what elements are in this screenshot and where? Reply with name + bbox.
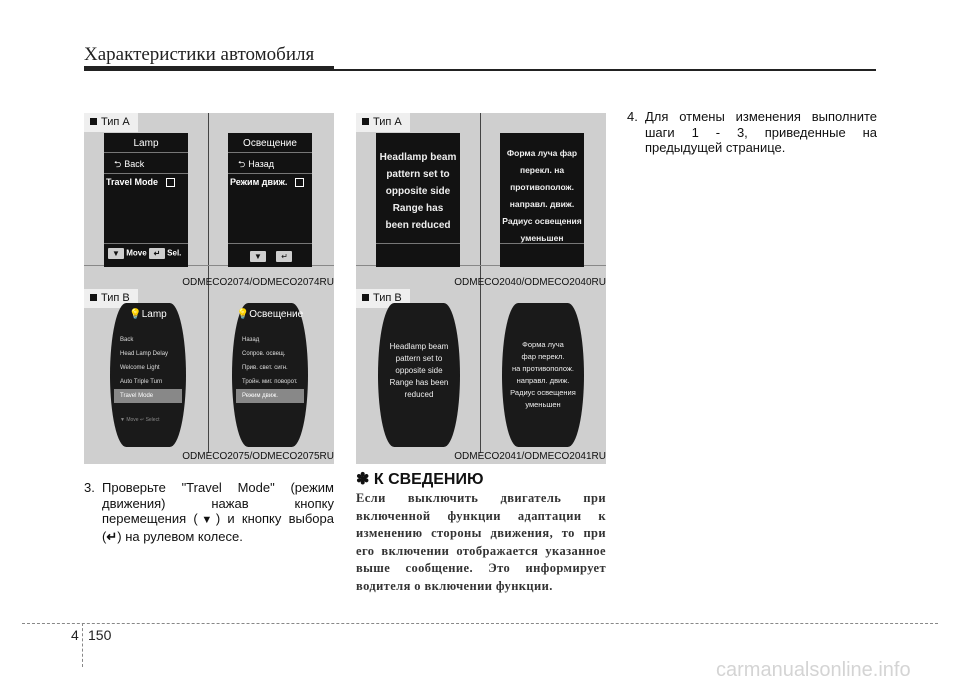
back-arrow-icon: ⮌: [238, 159, 246, 169]
info-title: ✽ К СВЕДЕНИЮ: [356, 471, 484, 488]
checkbox-icon: [295, 178, 304, 187]
type-label-text: Тип A: [373, 116, 402, 128]
back-arrow-icon: ⮌: [114, 159, 122, 169]
screen-divider: [376, 243, 460, 244]
menu-item-selected: Travel Mode: [114, 389, 182, 403]
screen-divider: [228, 243, 312, 244]
warning-screen-en: [376, 133, 460, 267]
menu-item: Прив. свет. сигн.: [242, 365, 288, 371]
figure-code: ODMECO2075/ODMECO2075RU: [182, 451, 334, 462]
checkbox-icon: [166, 178, 175, 187]
message-line: pattern set to: [386, 169, 450, 180]
message-line: направл. движ.: [509, 199, 575, 209]
screen-title: [232, 309, 308, 320]
move-down-icon: ▼: [250, 251, 266, 262]
message-line: уменьшен: [525, 400, 561, 409]
screen-back-row: [228, 157, 274, 173]
message-line: направл. движ.: [516, 376, 570, 385]
step-3-number: 3.: [84, 480, 95, 495]
message-line: на противополож.: [511, 364, 575, 373]
screen-divider: [228, 152, 312, 153]
step-4-number: 4.: [627, 109, 638, 124]
warning-message: [502, 339, 584, 411]
step-3-text-part: Проверьте "Travel Mode" (режим движения) нажав кнопку перемещения (: [102, 480, 334, 526]
bulb-icon: 💡: [129, 309, 142, 320]
back-label: Back: [124, 159, 145, 169]
move-label: Move: [126, 248, 147, 258]
figure-right-type-b: [356, 289, 606, 464]
message-line: уменьшен: [520, 233, 564, 243]
warning-screen-ru: [502, 303, 584, 447]
type-label: [356, 113, 410, 132]
screen-travel-mode-row: [104, 177, 175, 187]
screen-title-text: Освещение: [249, 309, 304, 320]
warning-message: [500, 145, 584, 247]
screen-buttons-row: [250, 248, 292, 266]
menu-item: Auto Triple Turn: [120, 379, 163, 385]
screen-divider: [104, 152, 188, 153]
message-line: Форма луча фар: [506, 148, 578, 158]
travel-mode-label: Travel Mode: [106, 177, 159, 187]
warning-message: [378, 341, 460, 401]
message-line: reduced: [404, 390, 434, 399]
screen-buttons-row: [108, 248, 181, 259]
move-down-icon: ▼: [197, 514, 216, 526]
screen-title: Освещение: [243, 138, 297, 149]
step-3-text: [102, 480, 334, 544]
menu-item: Тройн. миг. поворот.: [242, 379, 298, 385]
figure-left-type-a: [84, 113, 334, 289]
cluster-screen-ru: [232, 303, 308, 447]
move-label: Move: [126, 417, 139, 423]
header-rule-thin: [334, 69, 876, 71]
screen-divider: [228, 173, 312, 174]
screen-travel-mode-row: [228, 177, 304, 187]
chapter-title: Характеристики автомобиля: [84, 44, 315, 65]
square-bullet-icon: [362, 294, 369, 301]
enter-icon: ↵: [149, 248, 165, 259]
message-line: opposite side: [395, 366, 443, 375]
screen-title: Lamp: [133, 138, 159, 149]
message-line: Range has been: [389, 378, 449, 387]
enter-icon: ↵: [276, 251, 292, 262]
footer-rule: [22, 623, 938, 624]
screen-divider: [500, 243, 584, 244]
message-line: been reduced: [385, 220, 451, 231]
warning-message: [376, 149, 460, 234]
select-label: Select: [145, 417, 160, 423]
square-bullet-icon: [90, 294, 97, 301]
type-label-text: Тип A: [101, 116, 130, 128]
message-line: перекл. на: [519, 165, 565, 175]
menu-item: Назад: [242, 337, 260, 343]
back-label: Назад: [248, 159, 275, 169]
square-bullet-icon: [90, 118, 97, 125]
page-number: 150: [88, 627, 112, 643]
type-label-text: Тип B: [101, 292, 130, 304]
info-body: Если выключить двигатель при включенной функции адаптации к изменению стороны движения, то при его включении отображается указанное выше сообщение. Это информирует водителя о включении функции.: [356, 491, 606, 593]
figure-left-type-b: [84, 289, 334, 464]
move-down-icon: ▼: [120, 417, 125, 423]
figure-divider: [480, 289, 481, 453]
screen-buttons-row: [120, 417, 159, 423]
watermark: carmanualsonline.info: [716, 659, 911, 681]
step-4-text: Для отмены изменения выполните шаги 1 - 3, приведенные на предыдущей странице.: [645, 109, 877, 155]
screen-title-text: Lamp: [141, 309, 167, 320]
enter-icon: ↵: [139, 417, 145, 423]
figure-divider: [208, 289, 209, 453]
message-line: Headlamp beam: [379, 152, 457, 163]
message-line: Радиус освещения: [502, 216, 582, 226]
figure-divider: [480, 113, 481, 289]
menu-item: Сопров. освещ.: [242, 351, 286, 357]
message-line: Форма луча: [522, 340, 564, 349]
square-bullet-icon: [362, 118, 369, 125]
figure-code: ODMECO2074/ODMECO2074RU: [182, 277, 334, 288]
screen-title: [110, 309, 186, 320]
bulb-icon: 💡: [236, 309, 250, 320]
message-line: opposite side: [385, 186, 451, 197]
figure-code: ODMECO2041/ODMECO2041RU: [454, 451, 606, 462]
menu-item-selected: Режим движ.: [236, 389, 304, 403]
menu-item: Back: [120, 337, 134, 343]
message-line: pattern set to: [395, 354, 443, 363]
screen-divider: [104, 173, 188, 174]
type-label: [84, 113, 138, 132]
menu-item: Welcome Light: [120, 365, 160, 371]
header-rule-thick: [84, 66, 334, 71]
warning-screen-ru: [500, 133, 584, 267]
step-3-text-part: ) на рулевом колесе.: [117, 528, 243, 544]
enter-icon: ↵: [106, 528, 118, 544]
screen-back-row: [104, 157, 144, 173]
select-label: Sel.: [167, 248, 182, 258]
section-number: 4: [71, 627, 79, 643]
travel-mode-label: Режим движ.: [230, 177, 288, 187]
menu-item: Head Lamp Delay: [120, 351, 169, 357]
message-line: Range has: [392, 203, 444, 214]
type-label-text: Тип B: [373, 292, 402, 304]
figure-code: ODMECO2040/ODMECO2040RU: [454, 277, 606, 288]
cluster-screen-en: [104, 133, 188, 267]
cluster-screen-ru: [228, 133, 312, 267]
message-line: фар перекл.: [521, 352, 565, 361]
move-down-icon: ▼: [108, 248, 124, 259]
message-line: противополож.: [510, 182, 574, 192]
warning-screen-en: [378, 303, 460, 447]
figure-right-type-a: [356, 113, 606, 289]
footer-vertical-rule: [82, 623, 83, 667]
message-line: Headlamp beam: [389, 342, 449, 351]
screen-divider: [104, 243, 188, 244]
step-3-text-part: ) и кнопку выбора (: [102, 511, 334, 544]
figure-divider: [208, 113, 209, 289]
message-line: Радиус освещения: [510, 388, 576, 397]
cluster-screen-en: [110, 303, 186, 447]
